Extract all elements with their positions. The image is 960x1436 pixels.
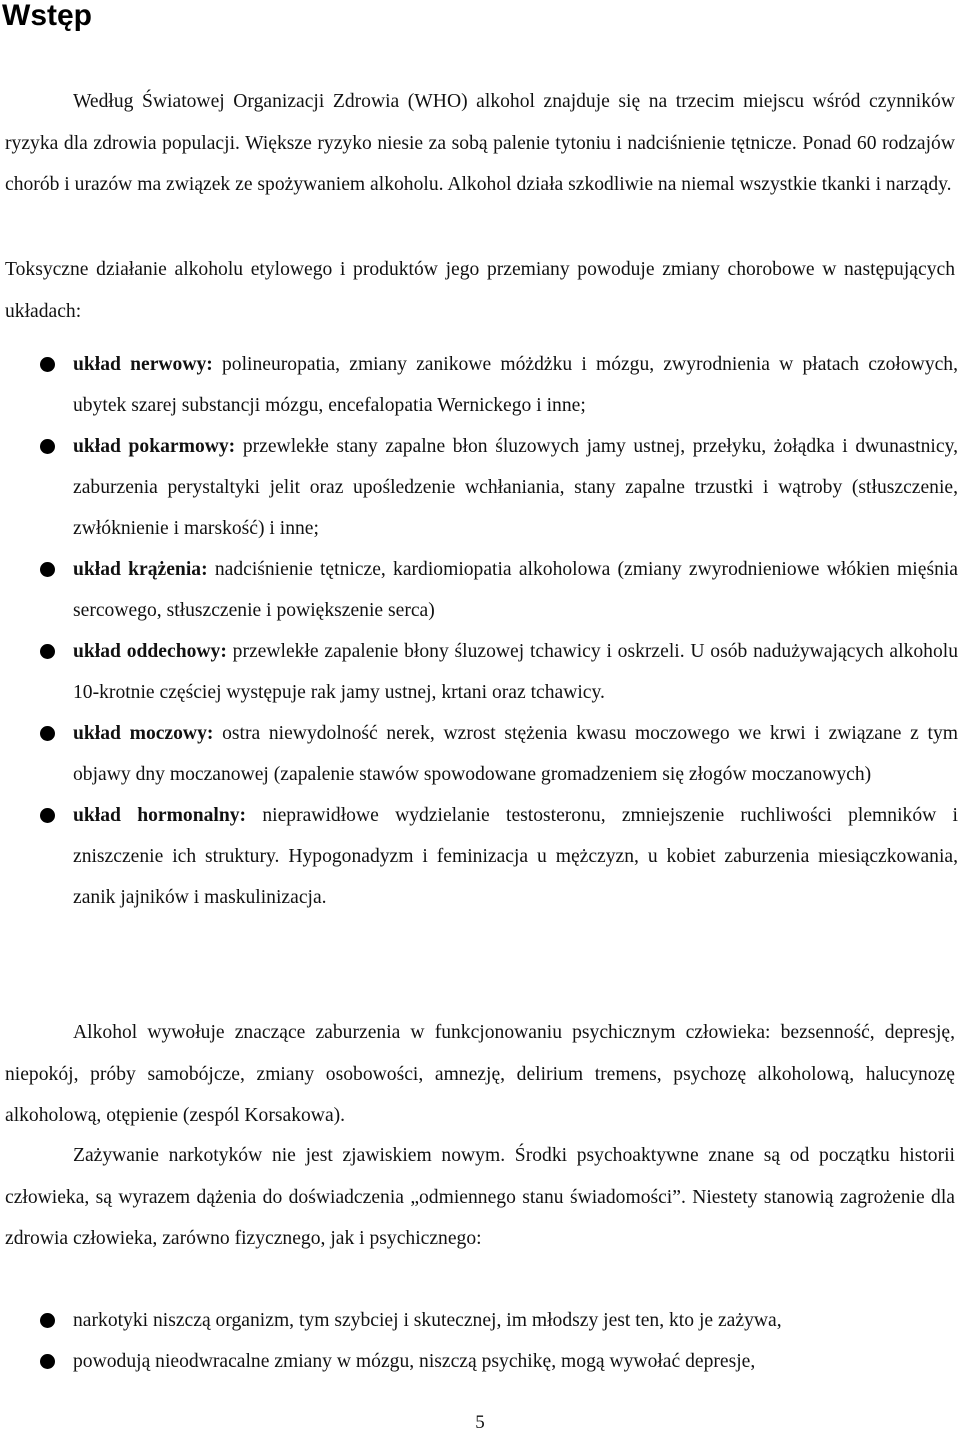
list-item — [0, 713, 958, 795]
bullet-icon — [40, 1354, 55, 1369]
bullet-icon — [40, 562, 55, 577]
system-term: układ oddechowy: — [73, 641, 227, 662]
bullet-icon — [40, 726, 55, 741]
section-heading: Wstęp — [2, 0, 92, 32]
drug-effect-text: powodują nieodwracalne zmiany w mózgu, niszczą psychikę, mogą wywołać depresje, — [73, 1351, 756, 1372]
bullet-icon — [40, 357, 55, 372]
drug-effect-text: narkotyki niszczą organizm, tym szybciej i skutecznej, im młodszy jest ten, kto je zażywa, — [73, 1310, 782, 1331]
page-number: 5 — [475, 1412, 485, 1433]
drug-effects-list — [0, 1300, 958, 1382]
list-item — [0, 631, 958, 713]
intro-paragraph: Według Światowej Organizacji Zdrowia (WHO) alkohol znajduje się na trzecim miejscu wśród czynników ryzyka dla zdrowia populacji. Większe ryzyko niesie za sobą palenie tytoniu i nadciśnienie tętnicze. Ponad 60 rodzajów chorób i urazów ma związek ze spożywaniem alkoholu. Alkohol działa szkodliwie na niemal wszystkie tkanki i narządy. — [5, 91, 955, 195]
system-term: układ nerwowy: — [73, 354, 213, 375]
system-term: układ hormonalny: — [73, 805, 247, 826]
system-term: układ krążenia: — [73, 559, 208, 580]
system-description: przewlekłe stany zapalne błon śluzowych jamy ustnej, przełyku, żołądka i dwunastnicy, zaburzenia perystaltyki jelit oraz upośledzenie wchłaniania, stany zapalne trzustki i wątroby (stłuszczenie, zwłóknienie i marskość) i inne; — [73, 436, 958, 539]
system-description: nieprawidłowe wydzielanie testosteronu, zmniejszenie ruchliwości plemników i zniszczenie ich struktury. Hypogonadyzm i feminizacja u mężczyzn, u kobiet zaburzenia miesiączkowania, zanik jajników i maskulinizacja. — [73, 805, 958, 908]
bullet-icon — [40, 439, 55, 454]
psych-effects-paragraph: Alkohol wywołuje znaczące zaburzenia w funkcjonowaniu psychicznym człowieka: bezsenność, depresję, niepokój, próby samobójcze, zmiany osobowości, amnezję, delirium tremens, psychozę alkoholową, halucynozę alkoholową, otępienie (zespól Korsakowa). — [5, 1022, 955, 1126]
system-description: polineuropatia, zmiany zanikowe móżdżku i mózgu, zwyrodnienia w płatach czołowych, ubytek szarej substancji mózgu, encefalopatia Wernickego i inne; — [73, 354, 959, 416]
list-item — [0, 795, 958, 918]
bullet-icon — [40, 1313, 55, 1328]
list-item — [0, 1300, 958, 1341]
bullet-icon — [40, 644, 55, 659]
list-item — [0, 1341, 958, 1382]
list-item — [0, 549, 958, 631]
system-description: ostra niewydolność nerek, wzrost stężenia kwasu moczowego we krwi i związane z tym objawy dny moczanowej (zapalenie stawów spowodowane gromadzeniem się złogów moczanowych) — [73, 723, 958, 785]
organ-systems-list — [0, 344, 958, 918]
drugs-paragraph: Zażywanie narkotyków nie jest zjawiskiem nowym. Środki psychoaktywne znane są od początku historii człowieka, są wyrazem dążenia do doświadczenia „odmiennego stanu świadomości”. Niestety stanowią zagrożenie dla zdrowia człowieka, zarówno fizycznego, jak i psychicznego: — [5, 1145, 955, 1249]
toxicity-paragraph: Toksyczne działanie alkoholu etylowego i produktów jego przemiany powoduje zmiany chorobowe w następujących układach: — [5, 259, 955, 322]
system-term: układ pokarmowy: — [73, 436, 236, 457]
system-description: przewlekłe zapalenie błony śluzowej tchawicy i oskrzeli. U osób nadużywających alkoholu 10-krotnie częściej występuje rak jamy ustnej, krtani oraz tchawicy. — [73, 641, 959, 703]
list-item — [0, 344, 958, 426]
bullet-icon — [40, 808, 55, 823]
system-term: układ moczowy: — [73, 723, 214, 744]
system-description: nadciśnienie tętnicze, kardiomiopatia alkoholowa (zmiany zwyrodnieniowe włókien mięśnia sercowego, stłuszczenie i powiększenie serca) — [73, 559, 959, 621]
list-item — [0, 426, 958, 549]
